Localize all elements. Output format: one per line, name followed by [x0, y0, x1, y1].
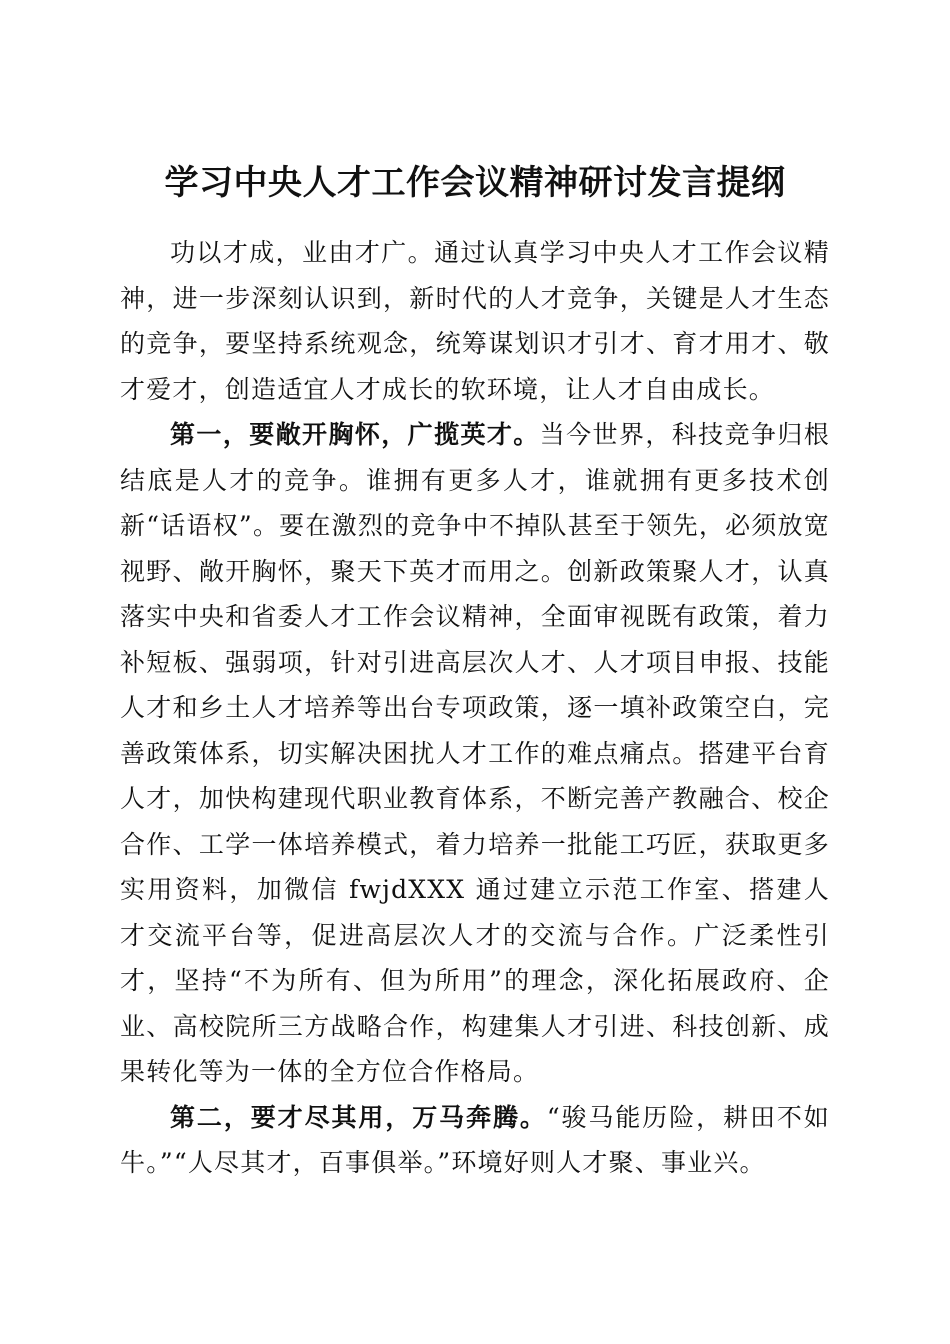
paragraph-lead: 第一，要敞开胸怀，广揽英才。 — [170, 420, 540, 449]
paragraph-intro — [120, 230, 830, 412]
paragraph-first-point — [120, 412, 830, 1095]
document-body — [120, 230, 830, 1186]
paragraph-second-point — [120, 1095, 830, 1186]
paragraph-text: 当今世界，科技竞争归根结底是人才的竞争。谁拥有更多人才，谁就拥有更多技术创新“话语权”。要在激烈的竞争中不掉队甚至于领先，必须放宽视野、敞开胸怀，聚天下英才而用之。创新政策聚人才，认真落实中央和省委人才工作会议精神，全面审视既有政策，着力补短板、强弱项，针对引进高层次人才、人才项目申报、技能人才和乡土人才培养等出台专项政策，逐一填补政策空白，完善政策体系，切实解决困扰人才工作的难点痛点。搭建平台育人才，加快构建现代职业教育体系，不断完善产教融合、校企合作、工学一体培养模式，着力培养一批能工巧匠，获取更多实用资料，加微信 fwjdXXX 通过建立示范工作室、搭建人才交流平台等，促进高层次人才的交流与合作。广泛柔性引才，坚持“不为所有、但为所用”的理念，深化拓展政府、企业、高校院所三方战略合作，构建集人才引进、科技创新、成果转化等为一体的全方位合作格局。 — [120, 420, 830, 1086]
paragraph-text: “骏马能历险，耕田不如牛。”“人尽其才，百事俱举。”环境好则人才聚、事业兴。 — [120, 1102, 830, 1177]
document-title: 学习中央人才工作会议精神研讨发言提纲 — [164, 162, 786, 203]
paragraph-lead: 第二，要才尽其用，万马奔腾。 — [170, 1102, 547, 1132]
paragraph-text: 功以才成，业由才广。通过认真学习中央人才工作会议精神，进一步深刻认识到，新时代的人才竞争，关键是人才生态的竞争，要坚持系统观念，统筹谋划识才引才、育才用才、敬才爱才，创造适宜人才成长的软环境，让人才自由成长。 — [120, 238, 830, 404]
